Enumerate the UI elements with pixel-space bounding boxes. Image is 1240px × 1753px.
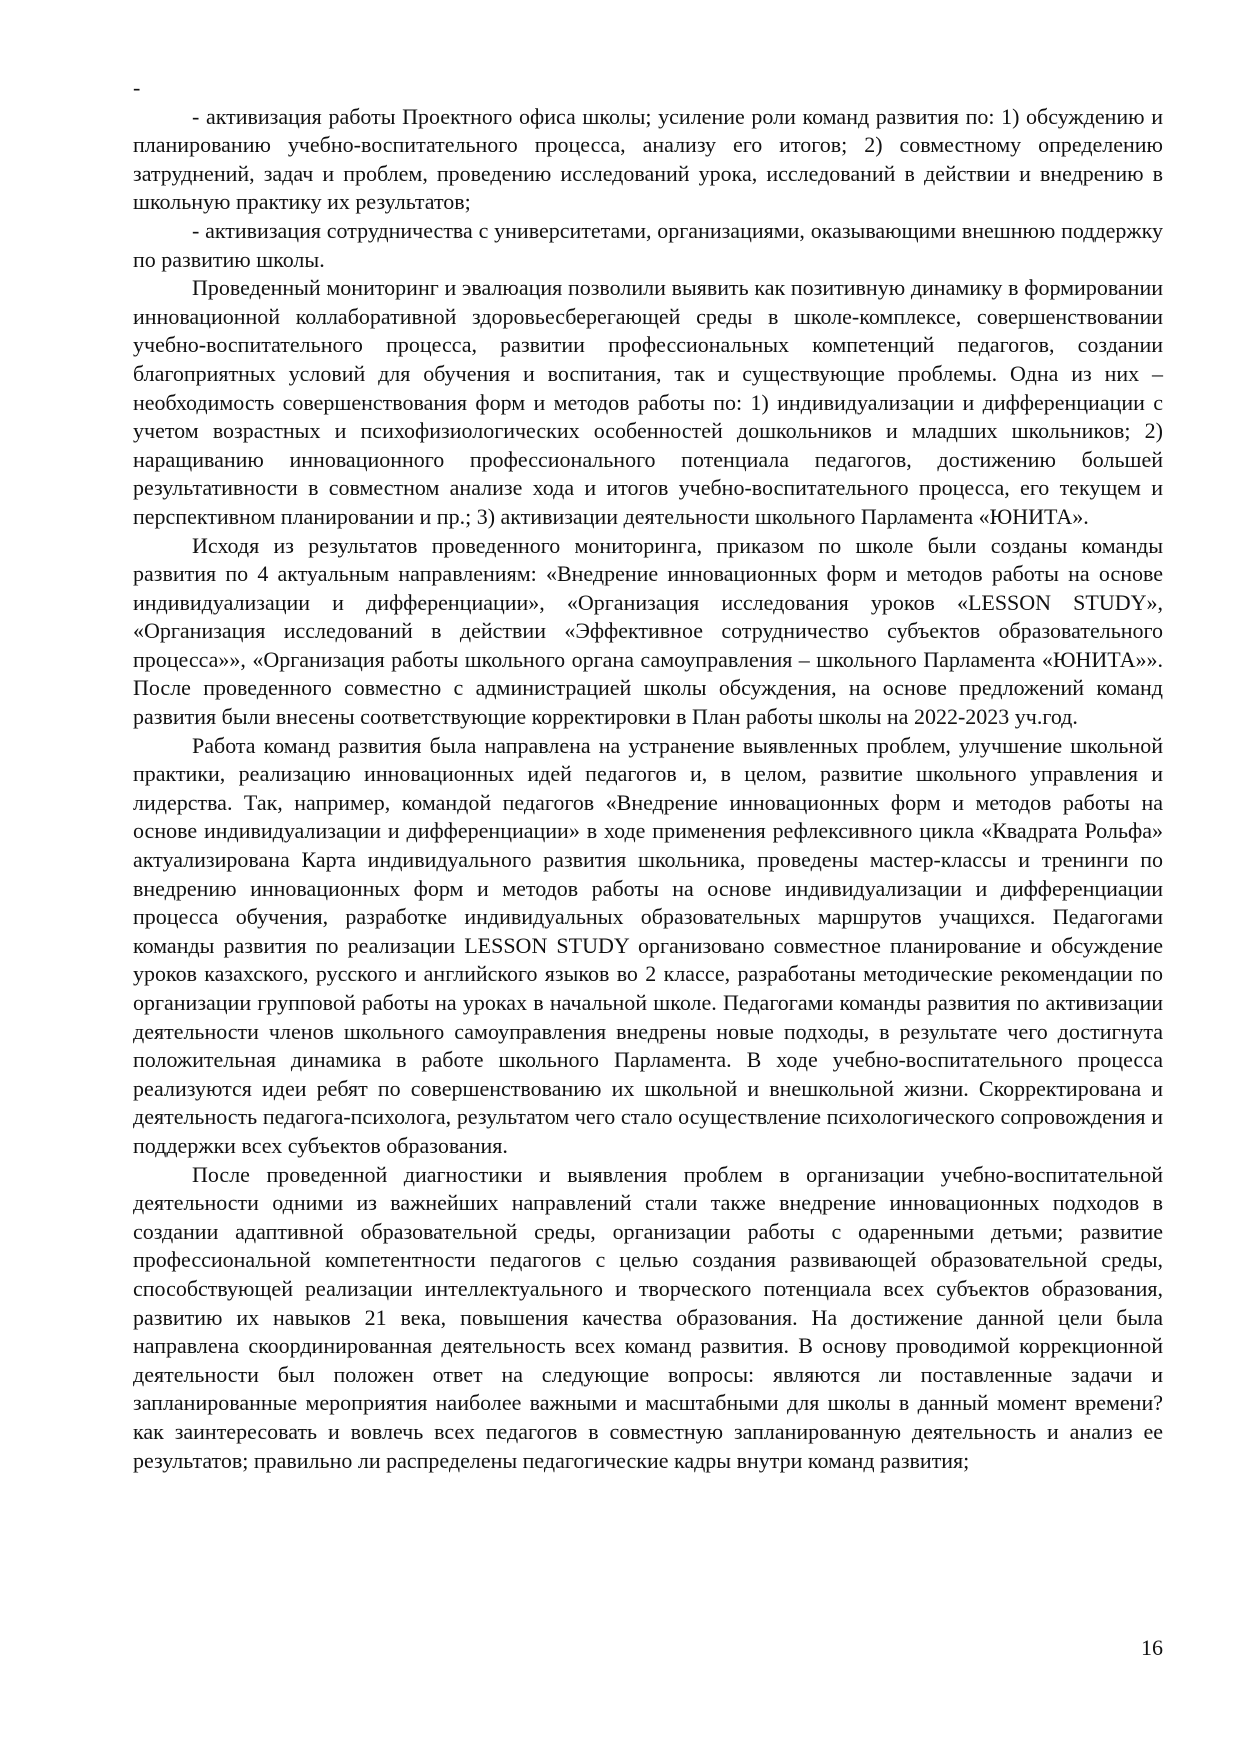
document-body — [133, 74, 1163, 1475]
paragraph-development-teams: Исходя из результатов проведенного мониторинга, приказом по школе были созданы команды развития по 4 актуальным направлениям: «Внедрение инновационных форм и методов работы на основе индивидуализации и дифференциации», «Организация исследования уроков «LESSON STUDY», «Организация исследований в действии «Эффективное сотрудничество субъектов образовательного процесса»», «Организация работы школьного органа самоуправления – школьного Парламента «ЮНИТА»». После проведенного совместно с администрацией школы обсуждения, на основе предложений команд развития были внесены соответствующие корректировки в План работы школы на 2022-2023 уч.год. — [133, 532, 1163, 730]
page-number: 16 — [1141, 1635, 1163, 1660]
paragraph-monitoring-results: Проведенный мониторинг и эвалюация позволили выявить как позитивную динамику в формировании инновационной коллаборативной здоровьесберегающей среды в школе-комплексе, совершенствовании учебно-воспитательного процесса, развитии профессиональных компетенций педагогов, создании благоприятных условий для обучения и воспитания, так и существующие проблемы. Одна из них – необходимость совершенствования форм и методов работы по: 1) индивидуализации и дифференциации с учетом возрастных и психофизиологических особенностей дошкольников и младших школьников; 2) наращиванию инновационного профессионального потенциала педагогов, достижению большей результативности в совместном анализе хода и итогов учебно-воспитательного процесса, его текущем и перспективном планировании и пр.; 3) активизации деятельности школьного Парламента «ЮНИТА». — [133, 275, 1163, 529]
paragraph-university-cooperation: - активизация сотрудничества с университетами, организациями, оказывающими внешнюю поддержку по развитию школы. — [133, 217, 1163, 272]
paragraph-project-office: - активизация работы Проектного офиса школы; усиление роли команд развития по: 1) обсуждению и планированию учебно-воспитательного процесса, анализу его итогов; 2) совместному определению затруднений, задач и проблем, проведению исследований урока, исследований в действии и внедрению в школьную практику их результатов; — [133, 103, 1163, 215]
paragraph-team-work: Работа команд развития была направлена на устранение выявленных проблем, улучшение школьной практики, реализацию инновационных идей педагогов и, в целом, развитие школьного управления и лидерства. Так, например, командой педагогов «Внедрение инновационных форм и методов работы на основе индивидуализации и дифференциации» в ходе применения рефлексивного цикла «Квадрата Рольфа» актуализирована Карта индивидуального развития школьника, проведены мастер-классы и тренинги по внедрению инновационных форм и методов работы на основе индивидуализации и дифференциации процесса обучения, разработке индивидуальных образовательных маршрутов учащихся. Педагогами команды развития по реализации LESSON STUDY организовано совместное планирование и обсуждение уроков казахского, русского и английского языков во 2 классе, разработаны методические рекомендации по организации групповой работы на уроках в начальной школе. Педагогами команды развития по активизации деятельности членов школьного самоуправления внедрены новые подходы, в результате чего достигнута положительная динамика в работе школьного Парламента. В ходе учебно-воспитательного процесса реализуются идеи ребят по совершенствованию их школьной и внешкольной жизни. Скорректирована и деятельность педагога-психолога, результатом чего стало осуществление психологического сопровождения и поддержки всех субъектов образования. — [133, 732, 1163, 1158]
paragraph-diagnostics: После проведенной диагностики и выявления проблем в организации учебно-воспитательной деятельности одними из важнейших направлений стали также внедрение инновационных подходов в создании адаптивной образовательной среды, организации работы с одаренными детьми; развитие профессиональной компетентности педагогов с целью создания развивающей образовательной среды, способствующей реализации интеллектуального и творческого потенциала всех субъектов образования, развитию их навыков 21 века, повышения качества образования. На достижение данной цели была направлена скоординированная деятельность всех команд развития. В основу проводимой коррекционной деятельности был положен ответ на следующие вопросы: являются ли поставленные задачи и запланированные мероприятия наиболее важными и масштабными для школы в данный момент времени? как заинтересовать и вовлечь всех педагогов в совместную запланированную деятельность и анализ ее результатов; правильно ли распределены педагогические кадры внутри команд развития; — [133, 1161, 1163, 1473]
leading-dash: - — [133, 75, 141, 100]
